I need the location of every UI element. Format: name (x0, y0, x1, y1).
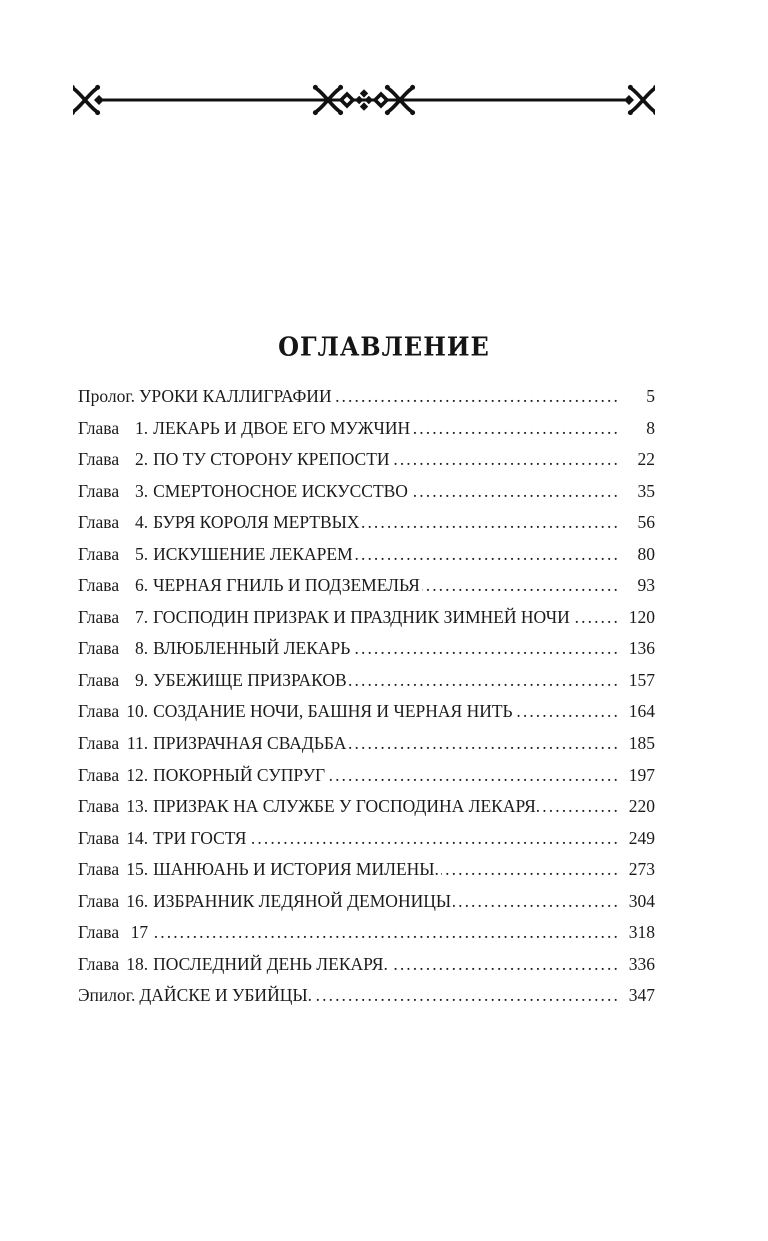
toc-entry (78, 760, 655, 792)
dot-leader (352, 633, 620, 665)
entry-number: 17 (130, 922, 149, 943)
entry-number: 4. (134, 512, 149, 533)
entry-prefix: Глава (78, 417, 120, 438)
table-of-contents (78, 381, 655, 1012)
entry-prefix: Глава (78, 922, 120, 943)
entry-number: 8. (134, 638, 149, 659)
toc-entry (78, 602, 655, 634)
entry-page: 93 (637, 575, 655, 596)
dot-leader (412, 413, 620, 445)
entry-title: ПО ТУ СТОРОНУ КРЕПОСТИ (153, 449, 390, 470)
toc-entry (78, 476, 655, 508)
dot-leader (441, 854, 620, 886)
entry-prefix: Глава (78, 796, 120, 817)
dot-leader (248, 823, 620, 855)
page-title: ОГЛАВЛЕНИЕ (278, 330, 490, 363)
entry-title: ДАЙСКЕ И УБИЙЦЫ. (139, 985, 312, 1006)
divider-ornament-icon (73, 78, 655, 122)
toc-entry (78, 539, 655, 571)
entry-title: ТРИ ГОСТЯ (153, 827, 247, 848)
entry-title: ПОКОРНЫЙ СУПРУГ (153, 764, 326, 785)
dot-leader (362, 507, 620, 539)
toc-entry (78, 413, 655, 445)
toc-entry (78, 980, 655, 1012)
toc-entry (78, 696, 655, 728)
toc-entry (78, 570, 655, 602)
entry-title: СОЗДАНИЕ НОЧИ, БАШНЯ И ЧЕРНАЯ НИТЬ (153, 701, 513, 722)
toc-entry (78, 444, 655, 476)
entry-number: 18. (126, 953, 149, 974)
entry-prefix: Глава (78, 449, 120, 470)
entry-page: 185 (628, 733, 655, 754)
toc-entry (78, 949, 655, 981)
entry-title: ИЗБРАННИК ЛЕДЯНОЙ ДЕМОНИЦЫ (153, 890, 452, 911)
entry-prefix: Глава (78, 764, 120, 785)
entry-prefix: Глава (78, 953, 120, 974)
entry-number: 5. (134, 543, 149, 564)
entry-page: 164 (628, 701, 655, 722)
entry-number: 2. (134, 449, 149, 470)
toc-entry (78, 728, 655, 760)
dot-leader (314, 980, 620, 1012)
entry-prefix: Глава (78, 575, 120, 596)
entry-page: 56 (637, 512, 655, 533)
entry-title: ЧЕРНАЯ ГНИЛЬ И ПОДЗЕМЕЛЬЯ (153, 575, 420, 596)
entry-title: ВЛЮБЛЕННЫЙ ЛЕКАРЬ (153, 638, 351, 659)
entry-page: 318 (628, 922, 655, 943)
entry-number: 1. (134, 417, 149, 438)
entry-prefix: Глава (78, 512, 120, 533)
dot-leader (390, 949, 620, 981)
toc-entry (78, 917, 655, 949)
entry-prefix: Глава (78, 638, 120, 659)
entry-page: 157 (628, 669, 655, 690)
entry-prefix: Глава (78, 733, 120, 754)
entry-title: ЛЕКАРЬ И ДВОЕ ЕГО МУЖЧИН (153, 417, 411, 438)
entry-title: ШАНЮАНЬ И ИСТОРИЯ МИЛЕНЫ. (153, 859, 439, 880)
entry-page: 80 (637, 543, 655, 564)
entry-title: ИСКУШЕНИЕ ЛЕКАРЕМ (153, 543, 353, 564)
dot-leader (355, 539, 620, 571)
entry-prefix: Глава (78, 606, 120, 627)
entry-number: 13. (126, 796, 149, 817)
entry-title: ГОСПОДИН ПРИЗРАК И ПРАЗДНИК ЗИМНЕЙ НОЧИ (153, 606, 570, 627)
dot-leader (392, 444, 620, 476)
toc-entry (78, 886, 655, 918)
entry-page: 304 (628, 890, 655, 911)
entry-number: 9. (134, 669, 149, 690)
entry-prefix: Глава (78, 827, 120, 848)
entry-prefix: Глава (78, 701, 120, 722)
entry-number: 3. (134, 480, 149, 501)
dot-leader (153, 917, 620, 949)
entry-number: 12. (126, 764, 149, 785)
entry-prefix: Глава (78, 480, 120, 501)
entry-page: 120 (628, 606, 655, 627)
entry-page: 8 (646, 417, 655, 438)
entry-number: 14. (126, 827, 149, 848)
dot-leader (348, 728, 620, 760)
entry-title: УБЕЖИЩЕ ПРИЗРАКОВ (153, 669, 347, 690)
toc-entry (78, 633, 655, 665)
entry-prefix: Глава (78, 859, 120, 880)
dot-leader (349, 665, 620, 697)
entry-prefix: Глава (78, 543, 120, 564)
entry-page: 220 (628, 796, 655, 817)
entry-title: СМЕРТОНОСНОЕ ИСКУССТВО (153, 480, 408, 501)
toc-entry (78, 854, 655, 886)
entry-page: 336 (628, 953, 655, 974)
entry-page: 35 (637, 480, 655, 501)
entry-number: 11. (126, 733, 149, 754)
entry-title: УРОКИ КАЛЛИГРАФИИ (138, 386, 332, 406)
entry-prefix: Глава (78, 890, 120, 911)
entry-page: 197 (628, 764, 655, 785)
entry-number: 10. (126, 701, 149, 722)
entry-prefix: Эпилог. (78, 985, 136, 1006)
entry-prefix: Глава (78, 669, 120, 690)
toc-entry (78, 665, 655, 697)
dot-leader (334, 381, 620, 413)
entry-number: 6. (134, 575, 149, 596)
toc-entry (78, 791, 655, 823)
dot-leader (542, 791, 620, 823)
entry-page: 22 (637, 449, 655, 470)
entry-page: 249 (628, 827, 655, 848)
dot-leader (515, 696, 620, 728)
entry-title: ПОСЛЕДНИЙ ДЕНЬ ЛЕКАРЯ. (153, 953, 388, 974)
toc-entry (78, 381, 655, 413)
entry-number: 15. (126, 859, 149, 880)
entry-page: 136 (628, 638, 655, 659)
toc-entry (78, 507, 655, 539)
dot-leader (410, 476, 620, 508)
entry-page: 5 (646, 386, 655, 406)
entry-title: ПРИЗРАЧНАЯ СВАДЬБА (153, 733, 347, 754)
entry-page: 273 (628, 859, 655, 880)
toc-entry (78, 823, 655, 855)
entry-title: ПРИЗРАК НА СЛУЖБЕ У ГОСПОДИНА ЛЕКАРЯ. (153, 796, 541, 817)
entry-prefix: Пролог. (78, 386, 135, 406)
entry-page: 347 (628, 985, 655, 1006)
dot-leader (453, 886, 620, 918)
dot-leader (422, 570, 620, 602)
dot-leader (572, 602, 620, 634)
entry-number: 7. (134, 606, 149, 627)
entry-number: 16. (126, 890, 149, 911)
entry-title: БУРЯ КОРОЛЯ МЕРТВЫХ (153, 512, 360, 533)
dot-leader (327, 760, 620, 792)
ornamental-divider (73, 78, 655, 122)
